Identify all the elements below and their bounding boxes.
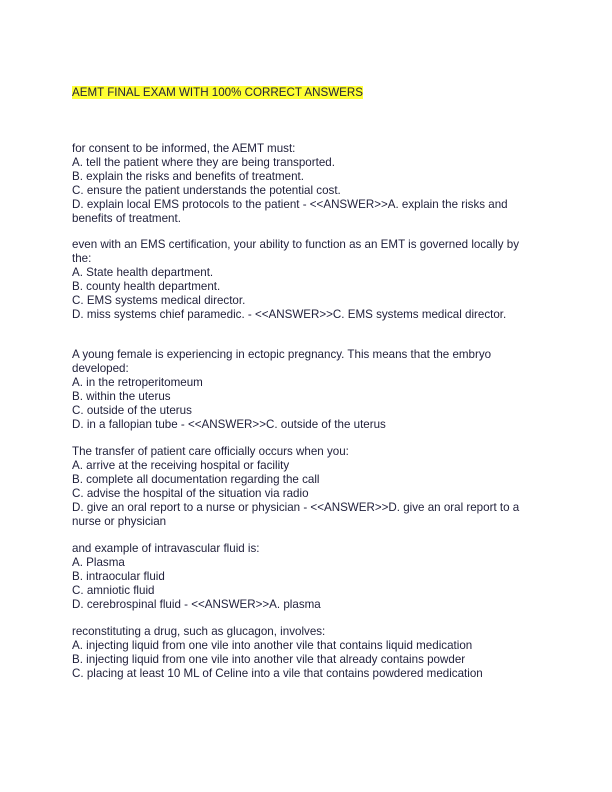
question-5-option-b: B. intraocular fluid: [72, 569, 165, 583]
question-3-option-a: A. in the retroperitomeum: [72, 375, 203, 389]
question-3-option-b: B. within the uterus: [72, 389, 171, 403]
question-4-option-d-answer: D. give an oral report to a nurse or physician - <<ANSWER>>D. give an oral report to a: [72, 500, 520, 514]
question-2: [72, 238, 542, 321]
question-3-option-c: C. outside of the uterus: [72, 403, 192, 417]
question-3: [72, 348, 542, 431]
question-4-option-c: C. advise the hospital of the situation via radio: [72, 486, 309, 500]
question-1: [72, 142, 542, 225]
question-1-option-a: A. tell the patient where they are being transported.: [72, 155, 335, 169]
question-2-option-b: B. county health department.: [72, 279, 221, 293]
question-5: [72, 542, 542, 612]
question-5-option-c: C. amniotic fluid: [72, 583, 155, 597]
question-2-prompt: even with an EMS certification, your ability to function as an EMT is governed locally by: [72, 238, 520, 251]
question-5-option-a: A. Plasma: [72, 555, 125, 569]
question-6-option-b: B. injecting liquid from one vile into another vile that already contains powder: [72, 652, 466, 666]
question-6-option-c: C. placing at least 10 ML of Celine into a vile that contains powdered medication: [72, 666, 483, 680]
question-4-option-a: A. arrive at the receiving hospital or facility: [72, 458, 290, 472]
question-2-option-d-answer: D. miss systems chief paramedic. - <<ANSWER>>C. EMS systems medical director.: [72, 307, 507, 321]
question-4: [72, 445, 542, 528]
document-title: [72, 86, 363, 100]
question-3-prompt-cont: developed:: [72, 361, 129, 375]
question-3-option-d-answer: D. in a fallopian tube - <<ANSWER>>C. outside of the uterus: [72, 417, 386, 431]
question-2-option-c: C. EMS systems medical director.: [72, 293, 246, 307]
question-5-option-d-answer: D. cerebrospinal fluid - <<ANSWER>>A. plasma: [72, 597, 321, 611]
question-6: [72, 625, 542, 681]
question-1-option-b: B. explain the risks and benefits of treatment.: [72, 169, 304, 183]
question-1-answer-cont: benefits of treatment.: [72, 211, 181, 225]
title-highlight: AEMT FINAL EXAM WITH 100% CORRECT ANSWERS: [72, 86, 363, 99]
question-1-option-d-answer: D. explain local EMS protocols to the patient - <<ANSWER>>A. explain the risks and: [72, 197, 508, 211]
question-4-answer-cont: nurse or physician: [72, 514, 167, 528]
question-2-prompt-cont: the:: [72, 251, 92, 265]
question-1-option-c: C. ensure the patient understands the potential cost.: [72, 183, 341, 197]
question-5-prompt: and example of intravascular fluid is:: [72, 542, 260, 555]
question-4-prompt: The transfer of patient care officially occurs when you:: [72, 445, 349, 458]
question-1-prompt: for consent to be informed, the AEMT must:: [72, 142, 296, 155]
question-6-prompt: reconstituting a drug, such as glucagon, involves:: [72, 625, 326, 638]
question-6-option-a: A. injecting liquid from one vile into another vile that contains liquid medication: [72, 638, 473, 652]
question-3-prompt: A young female is experiencing in ectopic pregnancy. This means that the embryo: [72, 348, 492, 361]
question-4-option-b: B. complete all documentation regarding the call: [72, 472, 320, 486]
question-2-option-a: A. State health department.: [72, 265, 214, 279]
